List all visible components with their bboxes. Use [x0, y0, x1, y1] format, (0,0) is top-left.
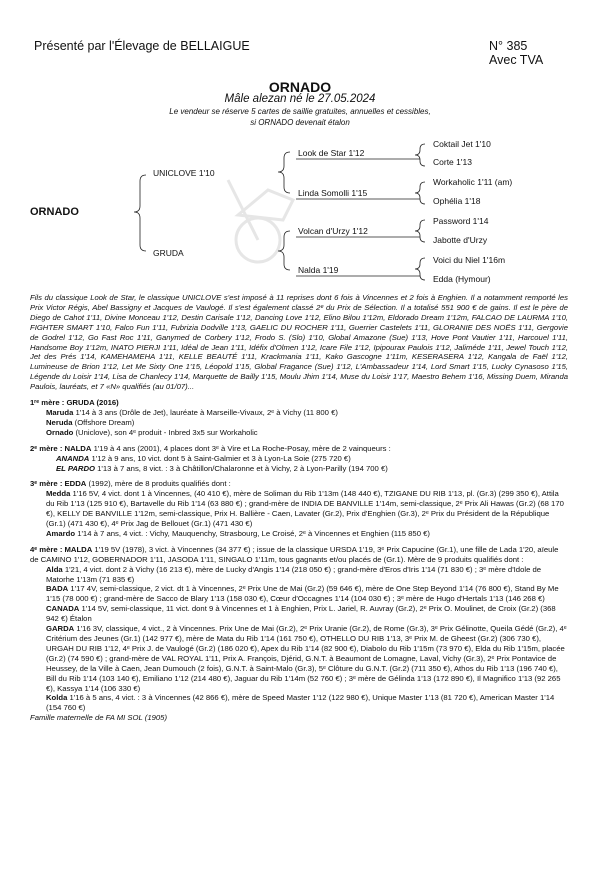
produce-text: 1'14 à 7 ans, 4 vict. : Vichy, Mauquenchy, Strasbourg, Le Croisé, 2ᵉ à Vincennes et Enghien (115 850 €) — [77, 528, 430, 538]
produce-text: 1'16 3V, classique, 4 vict., 2 à Vincennes. Prix Une de Mai (Gr.2), 2ᵉ Prix Uranie (Gr.2), de Rome (Gr.3), 3ᵉ Prix Gélinotte, Queila Gédé (Gr.2), 4ᵉ Critérium des Jeunes (Gr.1) (142 977 €), mère de Mata du Rib 1'14 (161 750 €), OTHELLO DU RIB 1'13, 3ᵉ Prix M. de Gheest (Gr.2) (306 730 €), URGAH DU RIB 1'12, 4ᵉ Prix J. de Vaulogé (Gr.2) (186 020 €), Apex du Rib 1'14 (82 900 €), Diabolo du Rib 1'15m (73 970 €), Elda du Rib 1'15m, placée (Gr.2) (74 590 €) ; grand-mère de VAL ROYAL 1'11, Prix A. François, Djérid, G.N.T. à Beaumont de Lomagne, Laval, Vichy (Gr.3), 2ᵉ Prix Pontavice de Heussey, de la Ville à Caen, Jean Dumouch (2 fois), G.N.T. à Saint-Malo (Gr.3), 5ᵉ Clôture du G.N.T. (Gr.2) (711 350 €), Athos du Rib 1'13 (196 740 €), Bill du Rib 1'14 (103 140 €), Emiliano 1'12 (214 480 €), Jaguar du Rib 1'14m (52 760 €) ; 3ᵉ mère de Gélinda 1'13 (172 890 €), Il Magnifico 1'13 (92 265 €), Kassya 1'14 (106 330 €) — [46, 624, 567, 693]
produce-text: 1'17 4V, semi-classique, 2 vict. dt 1 à Vincennes, 2ᵉ Prix Une de Mai (Gr.2) (59 646 €), mère de One Step Beyond 1'14 (76 800 €), Stand By Me 1'15 (78 000 €) ; grand-mère de Sacco de Blary 1'13 (158 030 €), Cœur d'Occagnes 1'14 (104 030 €) ; 3ᵉ mère de Hugo d'Hertals 1'13 (146 268 €) — [46, 584, 559, 604]
mere-section-2 — [30, 444, 568, 474]
pedigree-gen3: Edda (Hymour) — [433, 274, 491, 284]
mere-section-1 — [30, 398, 568, 438]
pedigree-gen3: Coktail Jet 1'10 — [433, 139, 491, 149]
pedigree-gen3: Password 1'14 — [433, 216, 489, 226]
produce-name: Maruda — [46, 407, 74, 417]
mere-heading: 2ᵉ mère : NALDA — [30, 443, 92, 453]
presenter-text: Présenté par l'Élevage de BELLAIGUE — [34, 39, 250, 53]
tva-note: Avec TVA — [489, 53, 544, 67]
pedigree-gen3: Ophélia 1'18 — [433, 196, 481, 206]
produce-name: GARDA — [46, 624, 75, 634]
mere-heading: 1ʳᵉ mère : GRUDA (2016) — [30, 398, 119, 408]
pedigree-gen3: Corte 1'13 — [433, 157, 472, 167]
produce-text: (Uniclove), son 4ᵉ produit - Inbred 3x5 sur Workaholic — [75, 427, 258, 437]
pedigree-sire: UNICLOVE 1'10 — [153, 168, 215, 178]
produce-name: Medda — [46, 489, 71, 499]
pedigree-sire-sire: Look de Star 1'12 — [298, 148, 365, 158]
produce-name: CANADA — [46, 604, 80, 614]
catalog-body — [30, 293, 568, 723]
pedigree-gen3: Jabotte d'Urzy — [433, 235, 488, 245]
produce-name: Kolda — [46, 693, 68, 703]
produce-text: 1'16 à 5 ans, 4 vict. : 3 à Vincennes (42 866 €), mère de Speed Master 1'12 (122 980 €), Unique Master 1'13 (81 720 €), American Master 1'14 (154 760 €) — [46, 693, 555, 713]
pedigree-gen3: Voici du Niel 1'16m — [433, 255, 506, 265]
produce-name: Alda — [46, 564, 63, 574]
mere-heading-rest: 1'19 à 4 ans (2001), 4 places dont 3ᵉ à Vire et La Roche-Posay, mère de 2 vainqueurs : — [93, 443, 391, 453]
produce-name: EL PARDO — [56, 463, 96, 473]
seller-note-line: Le vendeur se réserve 5 cartes de saillie gratuites, annuelles et cessibles, — [169, 107, 431, 116]
produce-name: Amardo — [46, 528, 76, 538]
produce-name: Ornado — [46, 427, 74, 437]
produce-text: 1'13 à 7 ans, 8 vict. : 3 à Châtillon/Chalaronne et à Vichy, 2 à Lyon-Parilly (194 700 €) — [97, 463, 388, 473]
produce-text: (Offshore Dream) — [74, 417, 135, 427]
pedigree-dam-dam: Nalda 1'19 — [298, 265, 339, 275]
mere-heading: 4ᵉ mère : MALDA — [30, 544, 93, 554]
pedigree-dam-sire: Volcan d'Urzy 1'12 — [298, 226, 368, 236]
produce-text: 1'12 à 9 ans, 10 vict. dont 5 à Saint-Galmier et 3 à Lyon-La Soie (275 720 €) — [91, 453, 351, 463]
mere-heading: 3ᵉ mère : EDDA — [30, 479, 87, 489]
pedigree-sire-dam: Linda Somolli 1'15 — [298, 188, 368, 198]
maternal-family: Famille maternelle de FA MI SOL (1905) — [30, 713, 168, 723]
produce-text: 1'16 5V, 4 vict. dont 1 à Vincennes, (40 410 €), mère de Soliman du Rib 1'13m (148 440 €), TZIGANE DU RIB 1'13, pl. (Gr.3) (299 350 €), Attila du Rib 1'13 (125 910 €), Bartavelle du Rib 1'14 (63 880 €) ; grand-mère de INDIA DE BANVILLE 1'14m, semi-classique, 2ᵉ Prix Ali Hawas (Gr.2) (68 170 €), KELLY DE BANVILLE 1'12m, semi-classique, Prix H. Ballière - Caen, Lavater (Gr.2), Prix d'Enghien (Gr.3), 2ᵉ Prix du Président de la République (Gr.1) (471 430 €), 4ᵉ Prix Jag de Bellouet (Gr.1) (471 430 €) — [46, 489, 564, 529]
horse-description: Mâle alezan né le 27.05.2024 — [224, 93, 376, 105]
mere-section-4 — [30, 545, 568, 713]
mere-heading-rest: (1992), mère de 8 produits qualifiés dont : — [88, 479, 231, 489]
produce-text: 1'14 à 3 ans (Drôle de Jet), lauréate à Marseille-Vivaux, 2ᵉ à Vichy (11 800 €) — [75, 407, 338, 417]
produce-text: 1'21, 4 vict. dont 2 à Vichy (16 213 €), mère de Lucky d'Angis 1'14 (218 050 €) ; grand-mère d'Eros d'Iris 1'14 (71 830 €) ; 3ᵉ mère d'Idole de Matorhe 1'13m (71 835 €) — [46, 564, 542, 584]
mere-heading-rest: 1'19 5V (1978), 3 vict. à Vincennes (34 377 €) ; issue de la classique URSDA 1'19, 3ᵉ Prix Capucine (Gr.1), une fille de Lada 1'20, aïeule de CAMINO 1'12, GOBERNADOR 1'11, JASODA 1'11, SINGALO 1'11m, tous gagnants et/ou placés de (Gr.1). Mère de 9 produits qualifiés dont : — [30, 544, 559, 564]
pedigree-dam: GRUDA — [153, 248, 184, 258]
produce-name: BADA — [46, 584, 69, 594]
sire-intro-paragraph: Fils du classique Look de Star, le classique UNICLOVE s'est imposé à 11 reprises dont 6 fois à Vincennes et 2 fois à Enghien. Il a notamment remporté les Prix Victor Régis, Abel Bassigny et Jacques de Vaulogé. Il s'est également classé 2ᵉ du Prix de Sélection. Il a totalisé 551 900 € de gains. Il est le père de Diego de Cahot 1'11, Divine Monceau 1'12, Destin Carisale 1'12, Dancing Love 1'12, Elino Bilou 1'12m, Eldorado Dream 1'12m, FALCAO DE LAURMA 1'10, FIGHTER SMART 1'10, Falco Fun 1'11, Fubrizia Dodville 1'13, GAELIC DU ROCHER 1'11, Guerrier Castelets 1'11, GLORANIE DES NOËS 1'11, Gergovie de Godrel 1'12, Go Fast Roc 1'11, Ganymed de Corbery 1'12, Frodo S. (Slo) 1'10, Global Amazone (Sue) 1'13, Hove Pont Vautier 1'11, Harcouel 1'11, Handsome Boy 1'12m, INATO PIERJI 1'11, Idéal de Jean 1'11, Idéfix d'Olmen 1'12, Icare File 1'12, Ipipourax Paulois 1'12, Jaliméde 1'11, Jewel Touch 1'12, Jet des Prés 1'14, KAMEHAMEHA 1'11, KELLE BEAUTÉ 1'11, Krackmania 1'11, Kako Gascogne 1'11m, KESERASERA 1'12, Kangala de Faël 1'12, Lumineuse de Brion 1'12, Let Me Sixty One 1'15, Léopold 1'15, Global Fragance (Sue) 1'12, L'Ambassadeur 1'14, Lord Smart 1'15, Lucky Cynasoso 1'15, Légende du Loisir 1'14, Lisa de Chanlecy 1'14, Marquette de Bailly 1'15, Moulu Jhim 1'14, Muse du Loisir 1'17, Maestro Behem 1'16, Missing Duem, Miranda Paulois, lauréats, et 7 «N» qualifiés (au 01/07)... — [30, 293, 568, 392]
horse-title: ORNADO — [268, 79, 332, 95]
produce-name: Neruda — [46, 417, 73, 427]
lot-number: N° 385 — [489, 39, 528, 53]
pedigree-gen3: Workaholic 1'11 (am) — [433, 177, 513, 187]
pedigree-table — [0, 0, 600, 300]
mere-section-3 — [30, 479, 568, 538]
produce-name: ANANDA — [56, 453, 90, 463]
produce-text: 1'14 5V, semi-classique, 11 vict. dont 9 à Vincennes et 1 à Enghien, Prix L. Jariel, R. Auvray (Gr.2), 2ᵉ Prix O. Moulinet, de Croix (Gr.2) (368 942 €) Étalon — [46, 604, 556, 624]
seller-note-line: si ORNADO devenait étalon — [250, 117, 350, 127]
pedigree-subject: ORNADO — [30, 206, 79, 218]
